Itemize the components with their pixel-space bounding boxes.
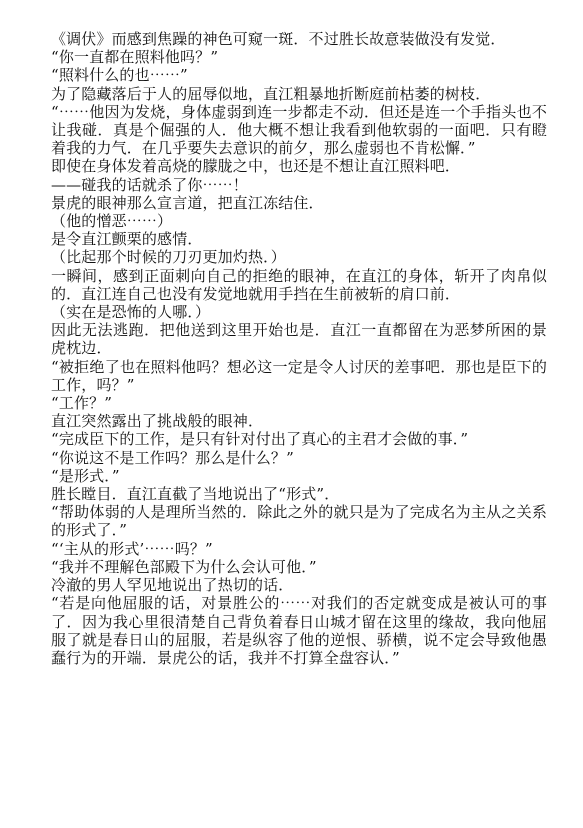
paragraph: （实在是恐怖的人哪．） [51, 303, 211, 322]
paragraph: 冷澈的男人罕见地说出了热切的话． [51, 576, 294, 595]
paragraph: 因此无法逃跑．把他送到这里开始也是．直江一直都留在为恶梦所困的景虎枕边． [51, 321, 547, 358]
paragraph: “被拒绝了也在照料他吗？想必这一定是令人讨厌的差事吧．那也是臣下的工作，吗？” [51, 357, 547, 394]
paragraph: 是令直江颤栗的感情． [51, 230, 203, 249]
paragraph: “‘主从的形式’⋯⋯吗？” [51, 539, 213, 558]
paragraph: “你说这不是工作吗？那么是什么？” [51, 448, 294, 467]
paragraph: 《调伏》而感到焦躁的神色可窥一斑．不过胜长故意装做没有发觉． [51, 30, 506, 48]
paragraph: “⋯⋯他因为发烧，身体虚弱到连一步都走不动．但还是连一个手指头也不让我碰．真是个倔强的人．他大概不想让我看到他软弱的一面吧．只有瞪着我的力气．在几乎要失去意识的前夕，那么虚弱也不肯松懈．” [51, 102, 547, 158]
paragraph: 为了隐藏落后于人的屈辱似地，直江粗暴地折断庭前枯萎的树枝． [51, 84, 491, 103]
paragraph: （他的憎恶⋯⋯） [51, 212, 173, 231]
paragraph: ——碰我的话就杀了你⋯⋯！ [51, 175, 248, 194]
paragraph: “是形式．” [51, 466, 120, 485]
paragraph: 直江突然露出了挑战般的眼神． [51, 412, 264, 431]
paragraph: 即使在身体发着高烧的朦胧之中，也还是不想让直江照料吧． [51, 157, 461, 176]
paragraph: “若是向他屈服的话，对景胜公的⋯⋯对我们的否定就变成是被认可的事了．因为我心里很清楚自己背负着春日山城才留在这里的缘故，我向他屈服了就是春日山的屈服，若是纵容了他的逆恨、骄横，说不定会导致他愚蠢行为的开端．景虎公的话，我并不打算全盘容认．” [51, 594, 547, 667]
paragraph: “照料什么的也⋯⋯” [51, 66, 188, 85]
paragraph: （比起那个时候的刀刃更加灼热．） [51, 248, 286, 267]
paragraph: 一瞬间，感到正面刺向自己的拒绝的眼神，在直江的身体，斩开了肉帛似的．直江连自己也没有发觉地就用手挡在生前被斩的肩口前． [51, 266, 547, 303]
paragraph: “工作？” [51, 394, 113, 413]
paragraph: “帮助体弱的人是理所当然的．除此之外的就只是为了完成名为主从之关系的形式了．” [51, 503, 547, 540]
paragraph: “完成臣下的工作，是只有针对付出了真心的主君才会做的事．” [51, 430, 469, 449]
paragraph: “你一直都在照料他吗？” [51, 48, 219, 67]
paragraph: 胜长瞠目．直江直截了当地说出了“形式”． [51, 485, 340, 504]
paragraph: “我并不理解色部殿下为什么会认可他．” [51, 557, 317, 576]
paragraph: 景虎的眼神那么宣言道，把直江冻结住． [51, 193, 324, 212]
